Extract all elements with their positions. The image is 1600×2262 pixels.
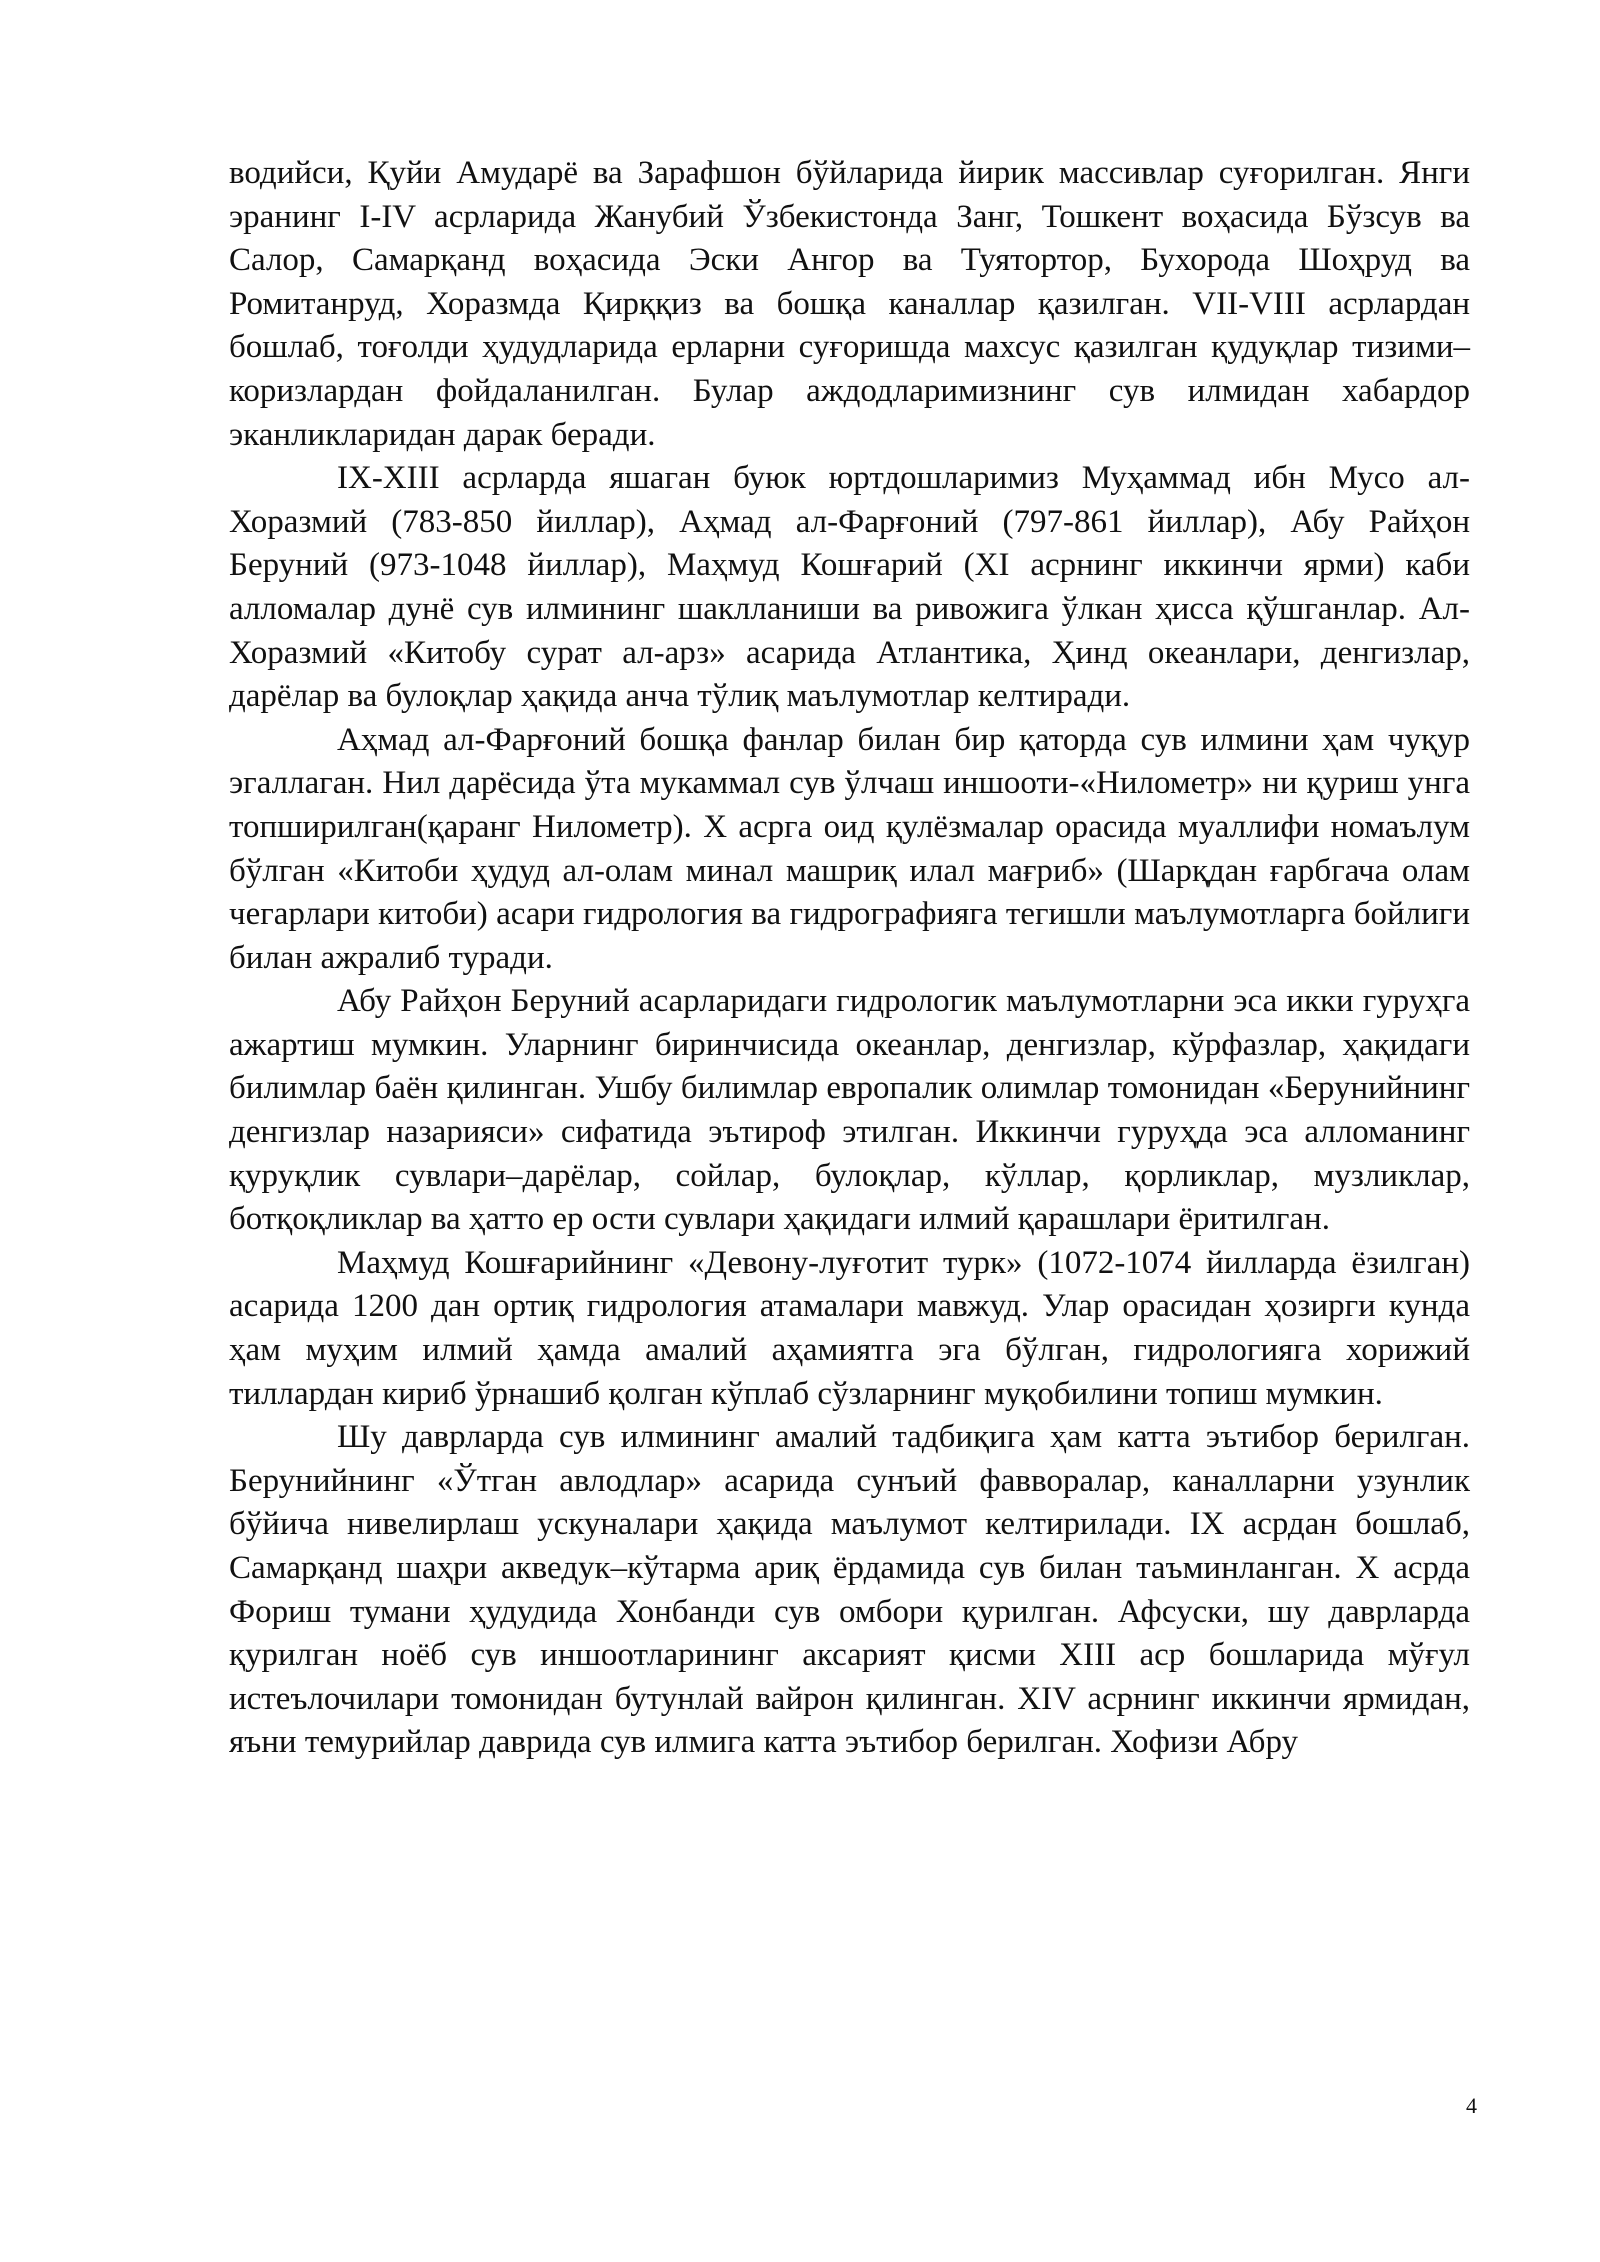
page-number: 4: [1466, 2093, 1477, 2118]
paragraph-3: Аҳмад ал-Фарғоний бошқа фанлар билан бир қаторда сув илмини ҳам чуқур эгаллаган. Нил дарёсида ўта мукаммал сув ўлчаш иншооти-«Нилометр» ни қуриш унга топширилган(қаранг Нилометр). X асрга оид қулёзмалар орасида муаллифи номаълум бўлган «Китоби ҳудуд ал-олам минал машриқ илал мағриб» (Шарқдан ғарбгача олам чегарлари китоби) асари гидрология ва гидрографияга тегишли маълумотларга бойлиги билан ажралиб туради.: [229, 721, 1470, 976]
paragraph-1: водийси, Қуйи Амударё ва Зарафшон бўйларида йирик массивлар суғорилган. Янги эранинг I-IV асрларида Жанубий Ўзбекистонда Занг, Тошкент воҳасида Бўзсув ва Салор, Самарқанд воҳасида Эски Ангор ва Туятортор, Бухорода Шоҳруд ва Ромитанруд, Хоразмда Қирққиз ва бошқа каналлар қазилган. VII-VIII асрлардан бошлаб, тоғолди ҳудудларида ерларни суғоришда махсус қазилган қудуқлар тизими–коризлардан фойдаланилган. Булар аждодларимизнинг сув илмидан хабардор эканликларидан дарак беради.: [229, 155, 1470, 453]
body-text: [229, 152, 1470, 1765]
paragraph-4: Абу Райҳон Беруний асарларидаги гидрологик маълумотларни эса икки гуруҳга ажартиш мумкин. Уларнинг биринчисида океанлар, денгизлар, кўрфазлар, ҳақидаги билимлар баён қилинган. Ушбу билимлар европалик олимлар томонидан «Берунийнинг денгизлар назарияси» сифатида эътироф этилган. Иккинчи гуруҳда эса алломанинг қуруқлик сувлари–дарёлар, сойлар, булоқлар, кўллар, қорликлар, музликлар, ботқоқликлар ва ҳатто ер ости сувлари ҳақидаги илмий қарашлари ёритилган.: [229, 983, 1470, 1238]
paragraph-6: Шу даврларда сув илмининг амалий тадбиқига ҳам катта эътибор берилган. Берунийнинг «Ўтган авлодлар» асарида сунъий фавворалар, каналларни узунлик бўйича нивелирлаш ускуналари ҳақида маълумот келтирилади. IX асрдан бошлаб, Самарқанд шаҳри акведук–кўтарма ариқ ёрдамида сув билан таъминланган. X асрда Фориш тумани ҳудудида Хонбанди сув омбори қурилган. Афсуски, шу даврларда қурилган ноёб сув иншоотларининг аксарият қисми XIII аср бошларида мўғул истеълочилари томонидан бутунлай вайрон қилинган. XIV асрнинг иккинчи ярмидан, яъни темурийлар даврида сув илмига катта эътибор берилган. Хофизи Абру: [229, 1419, 1470, 1761]
paragraph-2: IX-XIII асрларда яшаган буюк юртдошларимиз Муҳаммад ибн Мусо ал-Хоразмий (783-850 йиллар), Аҳмад ал-Фарғоний (797-861 йиллар), Абу Райҳон Беруний (973-1048 йиллар), Маҳмуд Кошғарий (XI асрнинг иккинчи ярми) каби алломалар дунё сув илмининг шаклланиши ва ривожига ўлкан ҳисса қўшганлар. Ал-Хоразмий «Китобу сурат ал-арз» асарида Атлантика, Ҳинд океанлари, денгизлар, дарёлар ва булоқлар ҳақида анча тўлиқ маълумотлар келтиради.: [229, 460, 1470, 715]
paragraph-5: Маҳмуд Кошғарийнинг «Девону-луғотит турк» (1072-1074 йилларда ёзилган) асарида 1200 дан ортиқ гидрология атамалари мавжуд. Улар орасидан ҳозирги кунда ҳам муҳим илмий ҳамда амалий аҳамиятга эга бўлган, гидрологияга хорижий тиллардан кириб ўрнашиб қолган кўплаб сўзларнинг муқобилини топиш мумкин.: [229, 1244, 1470, 1412]
